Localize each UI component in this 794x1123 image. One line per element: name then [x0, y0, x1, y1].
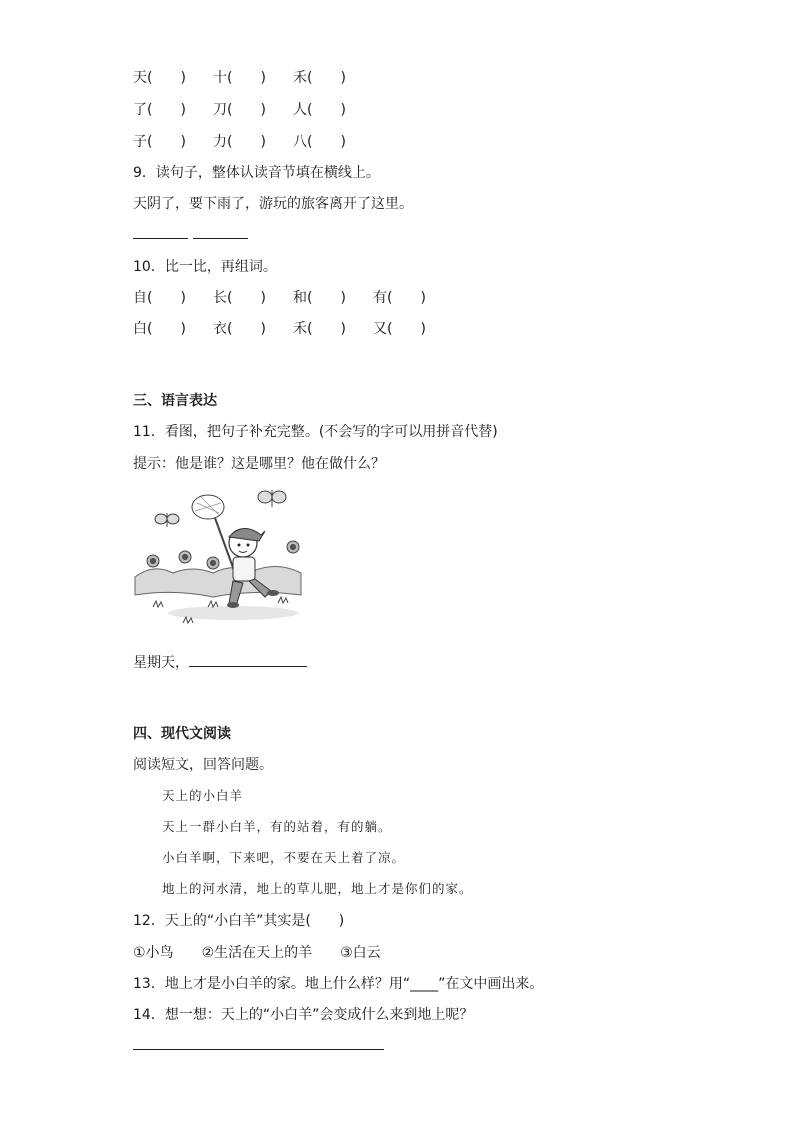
char-cell: 天( ) [133, 70, 186, 86]
char-row-2 [133, 99, 373, 119]
char-cell: 禾( ) [293, 321, 346, 337]
answer-blank[interactable] [193, 238, 248, 239]
q11-answer-line[interactable] [189, 666, 307, 667]
q10-row-2 [133, 318, 453, 338]
question-11: 11．看图，把句子补充完整。(不会写的字可以用拼音代替) [133, 424, 498, 440]
char-cell: 和( ) [293, 290, 346, 306]
question-12: 12．天上的“小白羊”其实是( ) [133, 913, 345, 929]
section-4-title: 四、现代文阅读 [133, 726, 231, 742]
q11-answer-prefix: 星期天， [133, 655, 189, 671]
q9-sentence: 天阴了，要下雨了，游玩的旅客离开了这里。 [133, 196, 413, 212]
poem-line: 小白羊啊，下来吧，不要在天上着了凉。 [162, 850, 406, 865]
q12-option[interactable]: ③白云 [340, 945, 381, 961]
char-cell: 力( ) [213, 134, 266, 150]
char-cell: 了( ) [133, 102, 186, 118]
char-cell: 白( ) [133, 321, 186, 337]
char-cell: 刀( ) [213, 102, 266, 118]
reading-instruction: 阅读短文，回答问题。 [133, 757, 273, 773]
q12-option[interactable]: ①小鸟 [133, 945, 174, 961]
question-9: 9．读句子，整体认读音节填在横线上。 [133, 165, 380, 181]
char-cell: 人( ) [293, 102, 346, 118]
char-cell: 自( ) [133, 290, 186, 306]
question-13: 13．地上才是小白羊的家。地上什么样？用“____”在文中画出来。 [133, 976, 544, 992]
q12-option[interactable]: ②生活在天上的羊 [201, 945, 313, 961]
section-3-title: 三、语言表达 [133, 393, 217, 409]
char-cell: 禾( ) [293, 70, 346, 86]
char-cell: 衣( ) [213, 321, 266, 337]
boy-catching-butterflies-illustration [133, 485, 303, 630]
char-cell: 十( ) [213, 70, 266, 86]
char-cell: 子( ) [133, 134, 186, 150]
q12-options [133, 942, 409, 962]
q11-hint: 提示：他是谁？这是哪里？他在做什么？ [133, 456, 385, 472]
char-cell: 又( ) [373, 321, 426, 337]
q14-answer-line[interactable] [133, 1049, 384, 1050]
poem-line: 地上的河水清，地上的草儿肥，地上才是你们的家。 [162, 881, 473, 896]
char-row-1 [133, 67, 373, 87]
char-cell: 有( ) [373, 290, 426, 306]
char-cell: 八( ) [293, 134, 346, 150]
question-14: 14．想一想：天上的“小白羊”会变成什么来到地上呢？ [133, 1007, 474, 1023]
q10-row-1 [133, 287, 453, 307]
poem-line: 天上一群小白羊，有的站着，有的躺。 [162, 819, 392, 834]
char-cell: 长( ) [213, 290, 266, 306]
answer-blank[interactable] [133, 238, 188, 239]
poem-title: 天上的小白羊 [162, 788, 244, 803]
question-10: 10．比一比，再组词。 [133, 259, 277, 275]
char-row-3 [133, 131, 373, 151]
